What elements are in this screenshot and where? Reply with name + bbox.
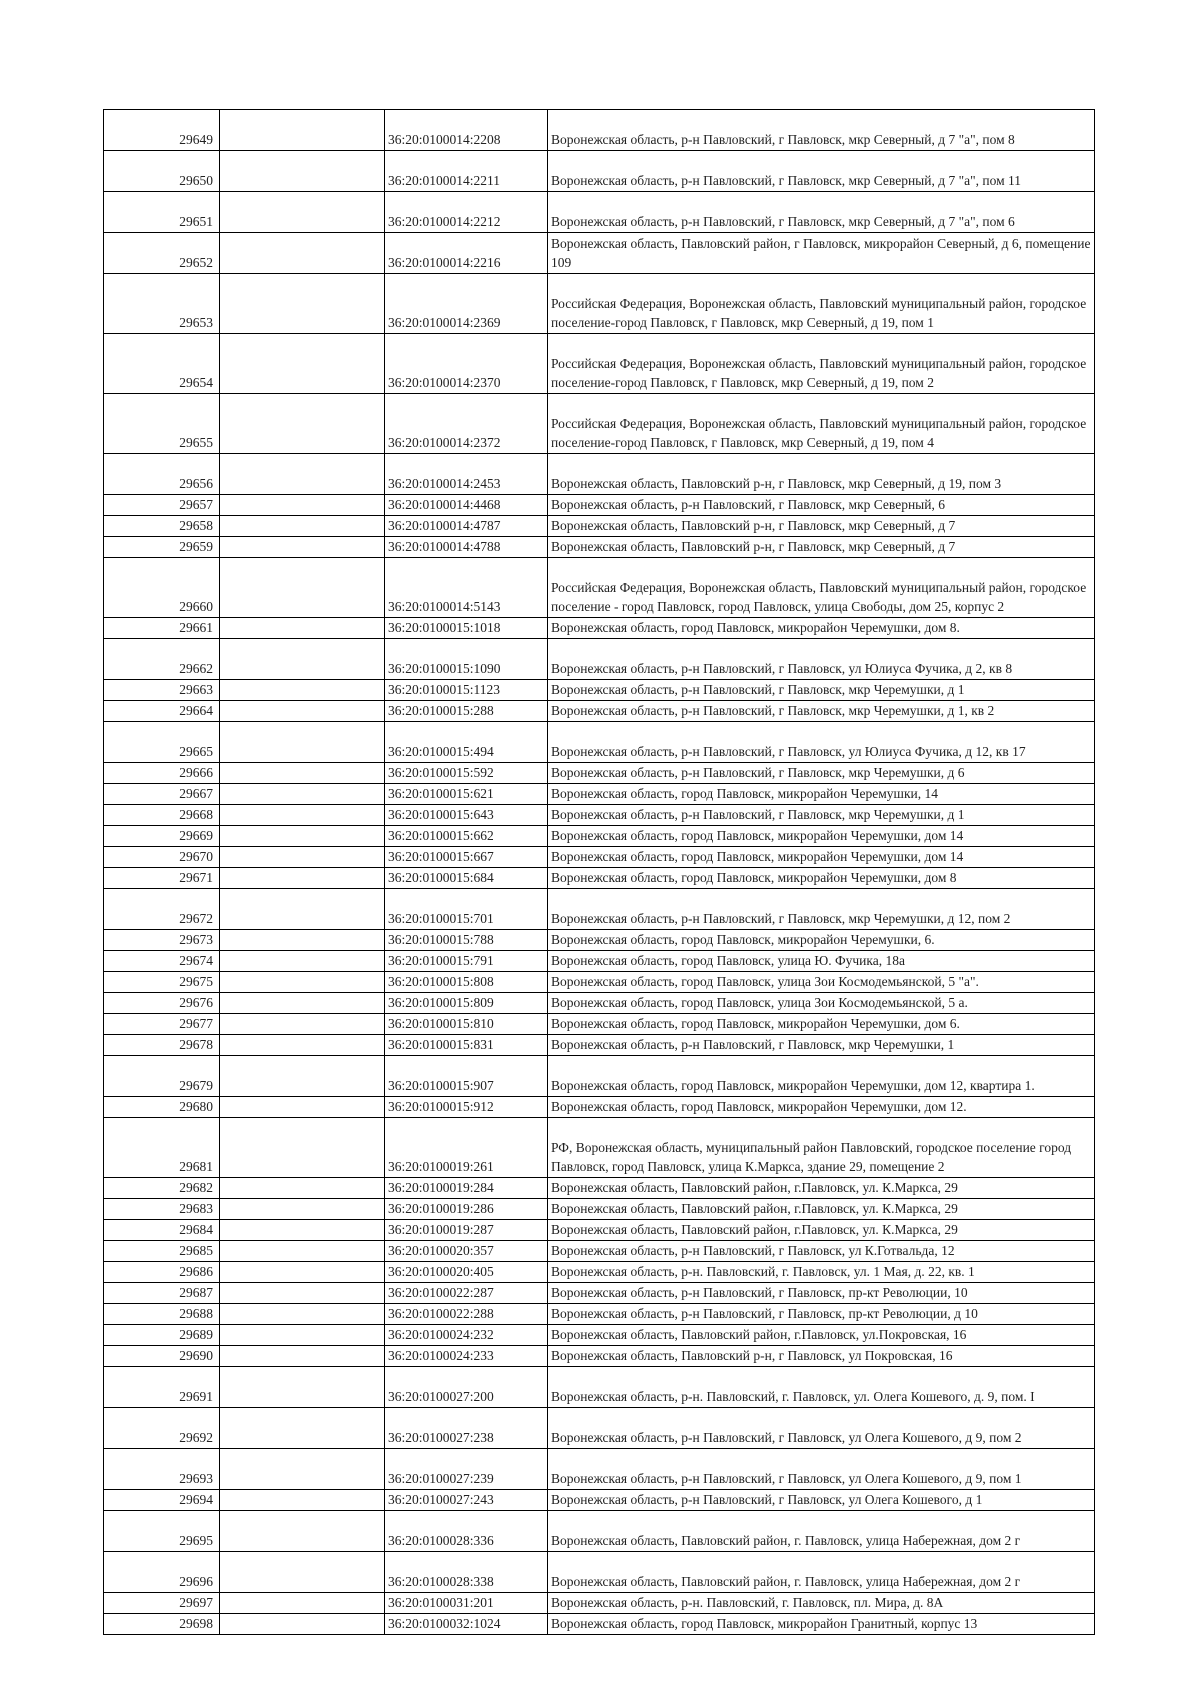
empty-cell	[220, 1035, 385, 1056]
row-number-cell: 29678	[104, 1035, 220, 1056]
table-row	[104, 1552, 1095, 1593]
table-row	[104, 334, 1095, 394]
row-number-cell: 29686	[104, 1262, 220, 1283]
empty-cell	[220, 868, 385, 889]
table-row	[104, 680, 1095, 701]
row-number-cell: 29665	[104, 722, 220, 763]
cadastral-number-cell: 36:20:0100015:808	[385, 972, 548, 993]
cadastral-number-cell: 36:20:0100014:2453	[385, 454, 548, 495]
row-number-cell: 29681	[104, 1118, 220, 1178]
address-cell: Воронежская область, город Павловск, микрорайон Гранитный, корпус 13	[548, 1614, 1095, 1635]
table-row	[104, 868, 1095, 889]
empty-cell	[220, 972, 385, 993]
address-cell: Воронежская область, Павловский район, г.Павловск, ул.Покровская, 16	[548, 1325, 1095, 1346]
empty-cell	[220, 1199, 385, 1220]
empty-cell	[220, 701, 385, 722]
cadastral-number-cell: 36:20:0100027:238	[385, 1408, 548, 1449]
row-number-cell: 29658	[104, 516, 220, 537]
address-cell: Воронежская область, р-н Павловский, г Павловск, мкр Черемушки, д 12, пом 2	[548, 889, 1095, 930]
row-number-cell: 29694	[104, 1490, 220, 1511]
table-row	[104, 1490, 1095, 1511]
cadastral-number-cell: 36:20:0100015:810	[385, 1014, 548, 1035]
address-cell: Воронежская область, р-н Павловский, г Павловск, ул Юлиуса Фучика, д 12, кв 17	[548, 722, 1095, 763]
cadastral-number-cell: 36:20:0100022:287	[385, 1283, 548, 1304]
table-row	[104, 1097, 1095, 1118]
empty-cell	[220, 537, 385, 558]
address-cell: Воронежская область, город Павловск, микрорайон Черемушки, 6.	[548, 930, 1095, 951]
cadastral-number-cell: 36:20:0100014:2211	[385, 151, 548, 192]
empty-cell	[220, 1056, 385, 1097]
empty-cell	[220, 805, 385, 826]
cadastral-number-cell: 36:20:0100015:288	[385, 701, 548, 722]
empty-cell	[220, 1014, 385, 1035]
empty-cell	[220, 1449, 385, 1490]
row-number-cell: 29677	[104, 1014, 220, 1035]
empty-cell	[220, 1490, 385, 1511]
registry-table-body	[104, 110, 1095, 1635]
cadastral-number-cell: 36:20:0100019:287	[385, 1220, 548, 1241]
cadastral-number-cell: 36:20:0100019:261	[385, 1118, 548, 1178]
empty-cell	[220, 1325, 385, 1346]
address-cell: Воронежская область, Павловский район, г.Павловск, ул. К.Маркса, 29	[548, 1220, 1095, 1241]
empty-cell	[220, 680, 385, 701]
address-cell: Воронежская область, р-н. Павловский, г. Павловск, пл. Мира, д. 8А	[548, 1593, 1095, 1614]
table-row	[104, 1511, 1095, 1552]
row-number-cell: 29674	[104, 951, 220, 972]
address-cell: Воронежская область, город Павловск, улица Ю. Фучика, 18а	[548, 951, 1095, 972]
table-row	[104, 805, 1095, 826]
cadastral-number-cell: 36:20:0100015:684	[385, 868, 548, 889]
empty-cell	[220, 233, 385, 274]
table-row	[104, 1056, 1095, 1097]
row-number-cell: 29656	[104, 454, 220, 495]
address-cell: Российская Федерация, Воронежская область, Павловский муниципальный район, городское поселение-город Павловск, г Павловск, мкр Северный, д 19, пом 4	[548, 394, 1095, 454]
address-cell: Воронежская область, р-н Павловский, г Павловск, ул Олега Кошевого, д 9, пом 2	[548, 1408, 1095, 1449]
cadastral-number-cell: 36:20:0100015:662	[385, 826, 548, 847]
address-cell: Воронежская область, р-н Павловский, г Павловск, мкр Черемушки, д 1	[548, 805, 1095, 826]
row-number-cell: 29653	[104, 274, 220, 334]
table-row	[104, 1220, 1095, 1241]
empty-cell	[220, 1118, 385, 1178]
empty-cell	[220, 722, 385, 763]
empty-cell	[220, 1178, 385, 1199]
empty-cell	[220, 516, 385, 537]
row-number-cell: 29666	[104, 763, 220, 784]
address-cell: Воронежская область, Павловский район, г Павловск, микрорайон Северный, д 6, помещение 109	[548, 233, 1095, 274]
cadastral-number-cell: 36:20:0100031:201	[385, 1593, 548, 1614]
table-row	[104, 618, 1095, 639]
row-number-cell: 29673	[104, 930, 220, 951]
table-row	[104, 192, 1095, 233]
empty-cell	[220, 334, 385, 394]
address-cell: Воронежская область, р-н Павловский, г Павловск, мкр Черемушки, д 6	[548, 763, 1095, 784]
cadastral-number-cell: 36:20:0100019:286	[385, 1199, 548, 1220]
address-cell: Воронежская область, Павловский район, г. Павловск, улица Набережная, дом 2 г	[548, 1552, 1095, 1593]
row-number-cell: 29698	[104, 1614, 220, 1635]
row-number-cell: 29676	[104, 993, 220, 1014]
cadastral-number-cell: 36:20:0100014:4468	[385, 495, 548, 516]
row-number-cell: 29684	[104, 1220, 220, 1241]
cadastral-number-cell: 36:20:0100015:701	[385, 889, 548, 930]
cadastral-number-cell: 36:20:0100014:2372	[385, 394, 548, 454]
table-row	[104, 1241, 1095, 1262]
row-number-cell: 29692	[104, 1408, 220, 1449]
row-number-cell: 29667	[104, 784, 220, 805]
address-cell: Воронежская область, город Павловск, улица Зои Космодемьянской, 5 "а".	[548, 972, 1095, 993]
row-number-cell: 29651	[104, 192, 220, 233]
row-number-cell: 29696	[104, 1552, 220, 1593]
row-number-cell: 29664	[104, 701, 220, 722]
address-cell: Воронежская область, город Павловск, микрорайон Черемушки, дом 12.	[548, 1097, 1095, 1118]
address-cell: Воронежская область, город Павловск, микрорайон Черемушки, дом 12, квартира 1.	[548, 1056, 1095, 1097]
empty-cell	[220, 826, 385, 847]
row-number-cell: 29682	[104, 1178, 220, 1199]
cadastral-number-cell: 36:20:0100015:592	[385, 763, 548, 784]
table-row	[104, 274, 1095, 334]
cadastral-number-cell: 36:20:0100014:4788	[385, 537, 548, 558]
cadastral-number-cell: 36:20:0100015:621	[385, 784, 548, 805]
empty-cell	[220, 1367, 385, 1408]
table-row	[104, 233, 1095, 274]
address-cell: Воронежская область, р-н. Павловский, г. Павловск, ул. Олега Кошевого, д. 9, пом. I	[548, 1367, 1095, 1408]
row-number-cell: 29685	[104, 1241, 220, 1262]
table-row	[104, 558, 1095, 618]
cadastral-number-cell: 36:20:0100014:2369	[385, 274, 548, 334]
row-number-cell: 29675	[104, 972, 220, 993]
cadastral-number-cell: 36:20:0100027:239	[385, 1449, 548, 1490]
address-cell: Воронежская область, город Павловск, микрорайон Черемушки, 14	[548, 784, 1095, 805]
row-number-cell: 29688	[104, 1304, 220, 1325]
address-cell: Воронежская область, р-н Павловский, г Павловск, мкр Черемушки, д 1	[548, 680, 1095, 701]
cadastral-number-cell: 36:20:0100015:809	[385, 993, 548, 1014]
empty-cell	[220, 1552, 385, 1593]
table-row	[104, 1346, 1095, 1367]
cadastral-number-cell: 36:20:0100014:2208	[385, 110, 548, 151]
address-cell: Воронежская область, р-н Павловский, г Павловск, пр-кт Революции, 10	[548, 1283, 1095, 1304]
row-number-cell: 29670	[104, 847, 220, 868]
cadastral-number-cell: 36:20:0100028:338	[385, 1552, 548, 1593]
cadastral-number-cell: 36:20:0100015:791	[385, 951, 548, 972]
cadastral-number-cell: 36:20:0100015:1123	[385, 680, 548, 701]
table-row	[104, 1118, 1095, 1178]
row-number-cell: 29671	[104, 868, 220, 889]
cadastral-number-cell: 36:20:0100027:243	[385, 1490, 548, 1511]
table-row	[104, 516, 1095, 537]
empty-cell	[220, 1097, 385, 1118]
row-number-cell: 29657	[104, 495, 220, 516]
table-row	[104, 1035, 1095, 1056]
row-number-cell: 29680	[104, 1097, 220, 1118]
address-cell: Воронежская область, Павловский район, г.Павловск, ул. К.Маркса, 29	[548, 1178, 1095, 1199]
address-cell: Воронежская область, р-н Павловский, г Павловск, мкр Северный, д 7 "а", пом 11	[548, 151, 1095, 192]
row-number-cell: 29695	[104, 1511, 220, 1552]
address-cell: Воронежская область, Павловский р-н, г Павловск, мкр Северный, д 7	[548, 537, 1095, 558]
address-cell: Воронежская область, Павловский р-н, г Павловск, мкр Северный, д 19, пом 3	[548, 454, 1095, 495]
empty-cell	[220, 151, 385, 192]
row-number-cell: 29652	[104, 233, 220, 274]
row-number-cell: 29660	[104, 558, 220, 618]
empty-cell	[220, 1220, 385, 1241]
row-number-cell: 29650	[104, 151, 220, 192]
table-row	[104, 110, 1095, 151]
address-cell: Воронежская область, город Павловск, микрорайон Черемушки, дом 14	[548, 826, 1095, 847]
address-cell: Российская Федерация, Воронежская область, Павловский муниципальный район, городское поселение-город Павловск, г Павловск, мкр Северный, д 19, пом 2	[548, 334, 1095, 394]
table-row	[104, 784, 1095, 805]
row-number-cell: 29690	[104, 1346, 220, 1367]
address-cell: Российская Федерация, Воронежская область, Павловский муниципальный район, городское поселение - город Павловск, город Павловск, улица Свободы, дом 25, корпус 2	[548, 558, 1095, 618]
empty-cell	[220, 274, 385, 334]
address-cell: Воронежская область, Павловский р-н, г Павловск, мкр Северный, д 7	[548, 516, 1095, 537]
cadastral-number-cell: 36:20:0100024:232	[385, 1325, 548, 1346]
cadastral-number-cell: 36:20:0100014:2212	[385, 192, 548, 233]
table-row	[104, 1325, 1095, 1346]
row-number-cell: 29654	[104, 334, 220, 394]
address-cell: Воронежская область, р-н Павловский, г Павловск, мкр Северный, д 7 "а", пом 8	[548, 110, 1095, 151]
empty-cell	[220, 618, 385, 639]
address-cell: Воронежская область, Павловский район, г.Павловск, ул. К.Маркса, 29	[548, 1199, 1095, 1220]
address-cell: Воронежская область, город Павловск, микрорайон Черемушки, дом 8.	[548, 618, 1095, 639]
empty-cell	[220, 1262, 385, 1283]
empty-cell	[220, 639, 385, 680]
cadastral-number-cell: 36:20:0100014:2216	[385, 233, 548, 274]
empty-cell	[220, 763, 385, 784]
empty-cell	[220, 1408, 385, 1449]
table-row	[104, 1283, 1095, 1304]
cadastral-number-cell: 36:20:0100014:2370	[385, 334, 548, 394]
empty-cell	[220, 394, 385, 454]
table-row	[104, 1408, 1095, 1449]
row-number-cell: 29693	[104, 1449, 220, 1490]
row-number-cell: 29691	[104, 1367, 220, 1408]
table-row	[104, 1449, 1095, 1490]
empty-cell	[220, 847, 385, 868]
address-cell: РФ, Воронежская область, муниципальный район Павловский, городское поселение город Павловск, город Павловск, улица К.Маркса, здание 29, помещение 2	[548, 1118, 1095, 1178]
table-row	[104, 495, 1095, 516]
empty-cell	[220, 1511, 385, 1552]
row-number-cell: 29655	[104, 394, 220, 454]
row-number-cell: 29662	[104, 639, 220, 680]
table-row	[104, 1593, 1095, 1614]
empty-cell	[220, 1346, 385, 1367]
cadastral-number-cell: 36:20:0100020:405	[385, 1262, 548, 1283]
table-row	[104, 889, 1095, 930]
empty-cell	[220, 1304, 385, 1325]
table-row	[104, 454, 1095, 495]
cadastral-number-cell: 36:20:0100015:912	[385, 1097, 548, 1118]
table-row	[104, 1199, 1095, 1220]
address-cell: Воронежская область, р-н Павловский, г Павловск, ул Олега Кошевого, д 9, пом 1	[548, 1449, 1095, 1490]
table-row	[104, 826, 1095, 847]
address-cell: Воронежская область, город Павловск, микрорайон Черемушки, дом 14	[548, 847, 1095, 868]
address-cell: Воронежская область, город Павловск, микрорайон Черемушки, дом 8	[548, 868, 1095, 889]
address-cell: Воронежская область, р-н Павловский, г Павловск, ул Юлиуса Фучика, д 2, кв 8	[548, 639, 1095, 680]
row-number-cell: 29649	[104, 110, 220, 151]
table-row	[104, 1614, 1095, 1635]
table-row	[104, 1304, 1095, 1325]
cadastral-number-cell: 36:20:0100015:788	[385, 930, 548, 951]
address-cell: Воронежская область, город Павловск, микрорайон Черемушки, дом 6.	[548, 1014, 1095, 1035]
cadastral-number-cell: 36:20:0100032:1024	[385, 1614, 548, 1635]
row-number-cell: 29683	[104, 1199, 220, 1220]
table-row	[104, 993, 1095, 1014]
table-row	[104, 1178, 1095, 1199]
address-cell: Воронежская область, р-н Павловский, г Павловск, ул Олега Кошевого, д 1	[548, 1490, 1095, 1511]
cadastral-number-cell: 36:20:0100015:907	[385, 1056, 548, 1097]
row-number-cell: 29661	[104, 618, 220, 639]
row-number-cell: 29669	[104, 826, 220, 847]
table-row	[104, 701, 1095, 722]
cadastral-number-cell: 36:20:0100015:643	[385, 805, 548, 826]
row-number-cell: 29668	[104, 805, 220, 826]
empty-cell	[220, 558, 385, 618]
empty-cell	[220, 192, 385, 233]
table-row	[104, 763, 1095, 784]
address-cell: Воронежская область, р-н Павловский, г Павловск, мкр Черемушки, 1	[548, 1035, 1095, 1056]
cadastral-number-cell: 36:20:0100015:494	[385, 722, 548, 763]
cadastral-number-cell: 36:20:0100022:288	[385, 1304, 548, 1325]
address-cell: Воронежская область, р-н. Павловский, г. Павловск, ул. 1 Мая, д. 22, кв. 1	[548, 1262, 1095, 1283]
cadastral-number-cell: 36:20:0100019:284	[385, 1178, 548, 1199]
row-number-cell: 29687	[104, 1283, 220, 1304]
cadastral-number-cell: 36:20:0100020:357	[385, 1241, 548, 1262]
address-cell: Воронежская область, р-н Павловский, г Павловск, мкр Северный, 6	[548, 495, 1095, 516]
empty-cell	[220, 1593, 385, 1614]
table-row	[104, 639, 1095, 680]
table-row	[104, 930, 1095, 951]
cadastral-number-cell: 36:20:0100015:667	[385, 847, 548, 868]
table-row	[104, 847, 1095, 868]
table-row	[104, 1014, 1095, 1035]
table-row	[104, 537, 1095, 558]
address-cell: Воронежская область, р-н Павловский, г Павловск, ул К.Готвальда, 12	[548, 1241, 1095, 1262]
cadastral-number-cell: 36:20:0100015:1090	[385, 639, 548, 680]
row-number-cell: 29659	[104, 537, 220, 558]
table-row	[104, 972, 1095, 993]
empty-cell	[220, 1241, 385, 1262]
empty-cell	[220, 110, 385, 151]
empty-cell	[220, 495, 385, 516]
table-row	[104, 394, 1095, 454]
table-row	[104, 951, 1095, 972]
address-cell: Воронежская область, Павловский р-н, г Павловск, ул Покровская, 16	[548, 1346, 1095, 1367]
empty-cell	[220, 784, 385, 805]
cadastral-number-cell: 36:20:0100014:4787	[385, 516, 548, 537]
empty-cell	[220, 889, 385, 930]
row-number-cell: 29697	[104, 1593, 220, 1614]
address-cell: Воронежская область, р-н Павловский, г Павловск, мкр Северный, д 7 "а", пом 6	[548, 192, 1095, 233]
empty-cell	[220, 1283, 385, 1304]
table-row	[104, 151, 1095, 192]
address-cell: Воронежская область, город Павловск, улица Зои Космодемьянской, 5 а.	[548, 993, 1095, 1014]
cadastral-number-cell: 36:20:0100015:831	[385, 1035, 548, 1056]
registry-table	[103, 109, 1095, 1635]
table-row	[104, 1262, 1095, 1283]
table-row	[104, 722, 1095, 763]
cadastral-number-cell: 36:20:0100024:233	[385, 1346, 548, 1367]
empty-cell	[220, 930, 385, 951]
row-number-cell: 29689	[104, 1325, 220, 1346]
row-number-cell: 29679	[104, 1056, 220, 1097]
empty-cell	[220, 951, 385, 972]
address-cell: Российская Федерация, Воронежская область, Павловский муниципальный район, городское поселение-город Павловск, г Павловск, мкр Северный, д 19, пом 1	[548, 274, 1095, 334]
cadastral-number-cell: 36:20:0100028:336	[385, 1511, 548, 1552]
table-row	[104, 1367, 1095, 1408]
row-number-cell: 29663	[104, 680, 220, 701]
empty-cell	[220, 993, 385, 1014]
empty-cell	[220, 1614, 385, 1635]
empty-cell	[220, 454, 385, 495]
address-cell: Воронежская область, Павловский район, г. Павловск, улица Набережная, дом 2 г	[548, 1511, 1095, 1552]
cadastral-number-cell: 36:20:0100027:200	[385, 1367, 548, 1408]
row-number-cell: 29672	[104, 889, 220, 930]
cadastral-number-cell: 36:20:0100015:1018	[385, 618, 548, 639]
cadastral-number-cell: 36:20:0100014:5143	[385, 558, 548, 618]
address-cell: Воронежская область, р-н Павловский, г Павловск, пр-кт Революции, д 10	[548, 1304, 1095, 1325]
address-cell: Воронежская область, р-н Павловский, г Павловск, мкр Черемушки, д 1, кв 2	[548, 701, 1095, 722]
